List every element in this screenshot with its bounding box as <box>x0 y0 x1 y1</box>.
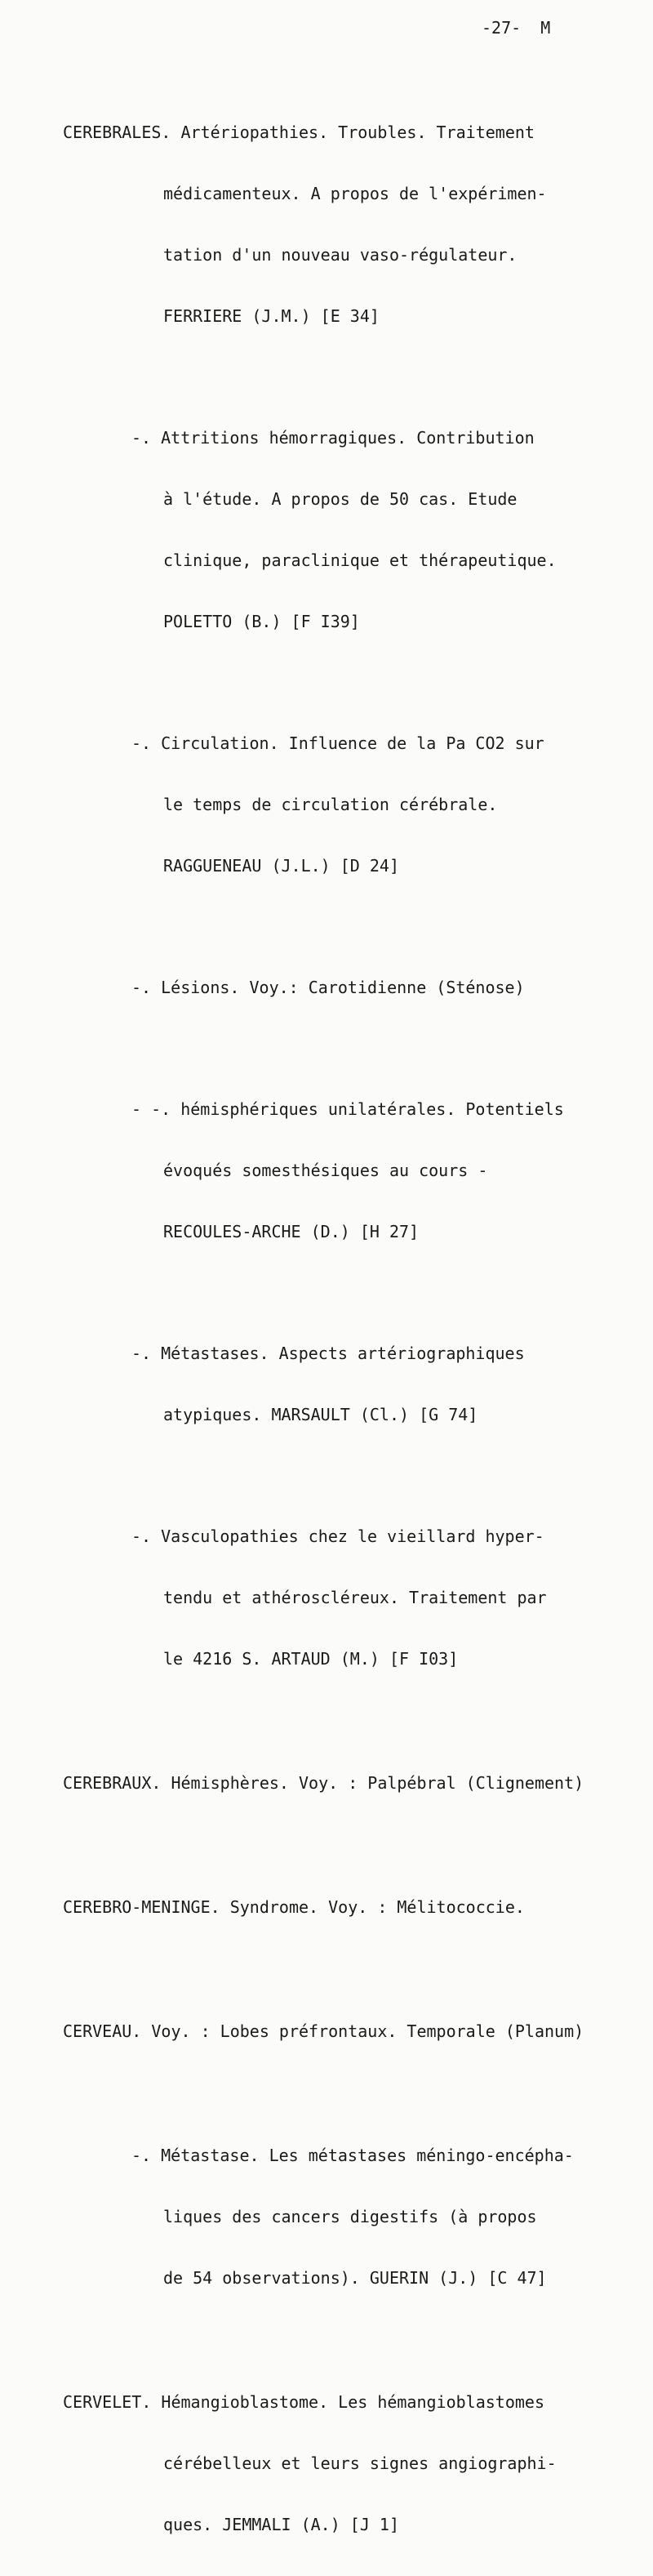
section-letter: M <box>540 18 551 38</box>
entry-line: - -. hémisphériques unilatérales. Potentiels <box>131 1099 564 1119</box>
entry-line: évoqués somesthésiques au cours - <box>163 1161 488 1180</box>
index-entry <box>0 1486 653 1710</box>
index-entry <box>0 1303 653 1466</box>
index-entry <box>0 693 653 917</box>
entry-line: clinique, paraclinique et thérapeutique. <box>163 550 557 570</box>
entry-line: cérébelleux et leurs signes angiographi- <box>163 2453 557 2473</box>
entry-line: FERRIERE (J.M.) [E 34] <box>163 306 380 326</box>
entry-line: -. Attritions hémorragiques. Contribution <box>131 428 535 448</box>
entry-line: à l'étude. A propos de 50 cas. Etude <box>163 489 518 509</box>
entry-line: CERVELET. Hémangioblastome. Les hémangioblastomes <box>63 2392 545 2412</box>
entry-line: -. Vasculopathies chez le vieillard hyper- <box>131 1526 544 1546</box>
page-header <box>482 18 550 38</box>
entry-line: CEREBRAUX. Hémisphères. Voy. : Palpébral (Clignement) <box>63 1773 584 1793</box>
index-entry <box>0 387 653 673</box>
entry-line: atypiques. MARSAULT (Cl.) [G 74] <box>163 1405 478 1424</box>
entry-line: liques des cancers digestifs (à propos <box>163 2207 537 2226</box>
entry-line: -. Métastases. Aspects artériographiques <box>131 1344 525 1363</box>
entry-line: -. Lésions. Voy.: Carotidienne (Sténose) <box>131 978 525 997</box>
entry-line: POLETTO (B.) [F I39] <box>163 612 360 631</box>
entry-line: le temps de circulation cérébrale. <box>163 795 498 814</box>
entry-line: médicamenteux. A propos de l'expérimen- <box>163 184 547 203</box>
entry-line: de 54 observations). GUERIN (J.) [C 47] <box>163 2268 547 2288</box>
entry-line: -. Métastase. Les métastases méningo-encépha- <box>131 2146 574 2165</box>
index-entry <box>0 1732 653 1834</box>
index-entries <box>0 82 653 2576</box>
entry-line: CEREBRO-MENINGE. Syndrome. Voy. : Mélitococcie. <box>63 1897 525 1917</box>
entry-line: RECOULES-ARCHE (D.) [H 27] <box>163 1222 420 1241</box>
index-entry <box>0 2105 653 2329</box>
index-entry <box>0 82 653 368</box>
entry-line: le 4216 S. ARTAUD (M.) [F I03] <box>163 1649 459 1669</box>
index-entry <box>0 937 653 1039</box>
index-entry <box>0 1058 653 1283</box>
index-entry <box>0 2351 653 2576</box>
entry-line: RAGGUENEAU (J.L.) [D 24] <box>163 856 399 876</box>
index-entry <box>0 1856 653 1959</box>
entry-line: tendu et athéroscléreux. Traitement par <box>163 1588 547 1607</box>
entry-line: ques. JEMMALI (A.) [J 1] <box>163 2515 399 2534</box>
entry-line: CERVEAU. Voy. : Lobes préfrontaux. Temporale (Planum) <box>63 2021 584 2041</box>
entry-line: tation d'un nouveau vaso-régulateur. <box>163 245 518 265</box>
entry-line: -. Circulation. Influence de la Pa CO2 sur <box>131 733 544 753</box>
index-entry <box>0 1981 653 2083</box>
entry-line: CEREBRALES. Artériopathies. Troubles. Traitement <box>63 123 535 142</box>
page-number: -27- <box>482 18 522 38</box>
